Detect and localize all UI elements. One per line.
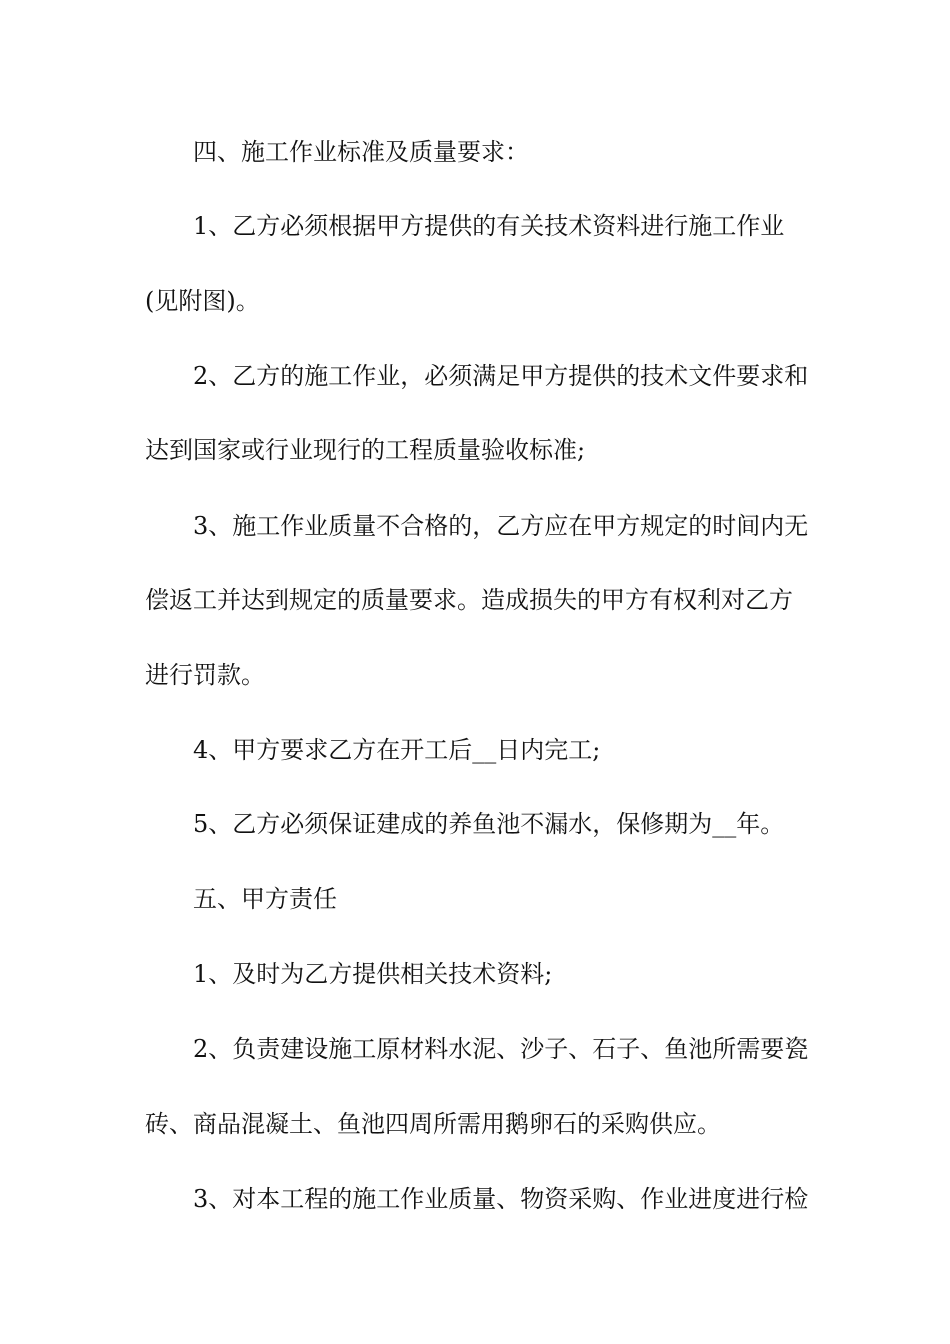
- paragraph-line: 1、乙方必须根据甲方提供的有关技术资料进行施工作业: [193, 212, 785, 240]
- paragraph-line: 砖、商品混凝土、鱼池四周所需用鹅卵石的采购供应。: [145, 1110, 721, 1138]
- paragraph-line: 3、施工作业质量不合格的，乙方应在甲方规定的时间内无: [193, 512, 809, 540]
- paragraph-line: 4、甲方要求乙方在开工后__日内完工;: [193, 736, 601, 764]
- section-heading-4: 四、施工作业标准及质量要求：: [193, 138, 529, 166]
- paragraph-line: 3、对本工程的施工作业质量、物资采购、作业进度进行检: [193, 1185, 809, 1213]
- paragraph-line: 1、及时为乙方提供相关技术资料;: [193, 960, 553, 988]
- paragraph-line: 2、负责建设施工原材料水泥、沙子、石子、鱼池所需要瓷: [193, 1035, 809, 1063]
- paragraph-line: 偿返工并达到规定的质量要求。造成损失的甲方有权利对乙方: [145, 586, 793, 614]
- paragraph-line: (见附图)。: [145, 287, 260, 315]
- paragraph-line: 达到国家或行业现行的工程质量验收标准;: [145, 436, 586, 464]
- paragraph-line: 5、乙方必须保证建成的养鱼池不漏水，保修期为__年。: [193, 810, 785, 838]
- section-heading-5: 五、甲方责任: [193, 885, 337, 913]
- paragraph-line: 进行罚款。: [145, 661, 265, 689]
- paragraph-line: 2、乙方的施工作业，必须满足甲方提供的技术文件要求和: [193, 362, 809, 390]
